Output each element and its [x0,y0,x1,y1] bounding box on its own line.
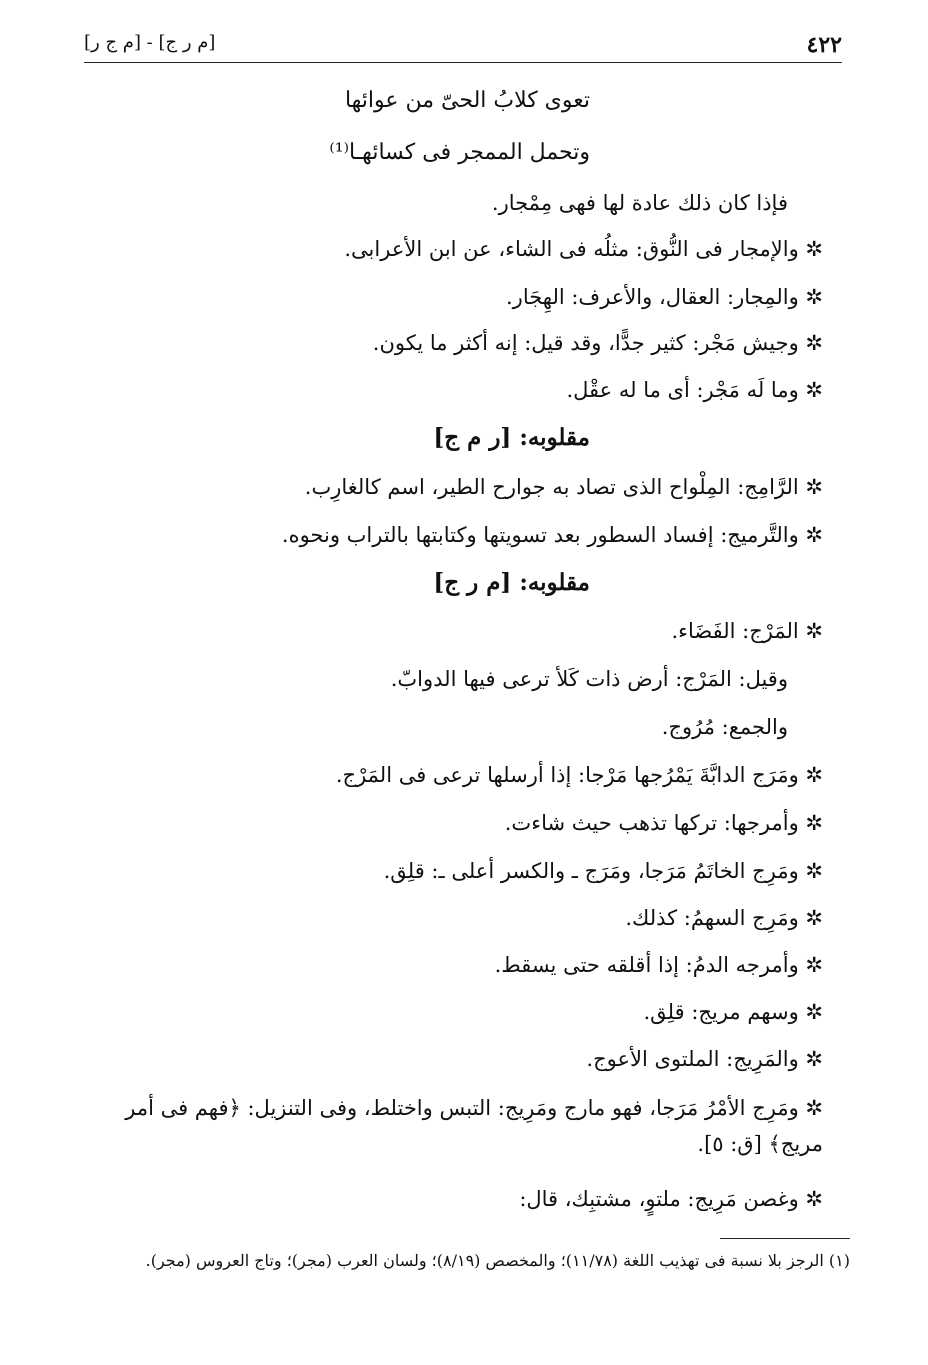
entry-line: ✲ وما لَه مَجْر: أى ما له عقْل. [566,378,823,402]
entry-line: ✲ والإمجار فى النُّوق: مثلُه فى الشاء، عن ابن الأعرابى. [344,237,823,261]
verse-line-1: تعوى كلابُ الحىّ من عوائها [344,88,590,113]
entry-line: ✲ والمَرِيج: الملتوى الأعوج. [586,1047,823,1071]
verse-line-2: وتحمل الممجر فى كسائهـا⁽¹⁾ [329,140,590,165]
running-title: [م ج ر] - [م ر ج] [84,32,216,53]
page-number: ٤٢٢ [806,32,842,58]
entry-line: ✲ ومَرِج الخاتَمُ مَرَجا، ومَرَج ـ والكسر أعلى ـ: قلِق. [383,859,823,883]
entry-line: ✲ وسهم مريج: قلِق. [643,1000,823,1024]
entry-paragraph: ✲ ومَرِج الأمْرُ مَرَجا، فهو مارج ومَرِيج: التبس واختلط، وفى التنزيل: ﴿فهم فى أمر مريج﴾ [ق: ٥]. [125,1096,823,1156]
entry-line: ✲ الرَّامِج: المِلْواح الذى تصاد به جوارح الطير، اسم كالغارِب. [304,475,823,499]
page-header [84,22,842,63]
entry-line: ✲ وغصن مَرِيج: ملتوٍ، مشتبِك، قال: [519,1187,823,1211]
section-heading: مقلوبه: [ر م ج] [433,424,590,451]
body-line: وقيل: المَرْج: أرض ذات كَلأ ترعى فيها الدوابّ. [390,667,788,691]
footnote: (١) الرجز بلا نسبة فى تهذيب اللغة (١١/٧٨)؛ والمخصص (٨/١٩)؛ ولسان العرب (مجر)؛ وتاج العروس (مجر). [145,1251,850,1270]
entry-line: ✲ ومَرِج السهمُ: كذلك. [625,906,823,930]
body-line: فإذا كان ذلك عادة لها فهى مِمْجار. [491,191,788,215]
entry-line: ✲ ومَرَج الدابَّةَ يَمْرُجها مَرْجا: إذا أرسلها ترعى فى المَرْج. [335,763,823,787]
entry-line: ✲ وجيش مَجْر: كثير جدًّا، وقد قيل: إنه أكثر ما يكون. [372,331,823,355]
entry-line: ✲ والتَّرميج: إفساد السطور بعد تسويتها وكتابتها بالتراب ونحوه. [281,523,823,547]
entry-line: ✲ وأمرجه الدمُ: إذا أقلقه حتى يسقط. [494,953,823,977]
entry-line: ✲ المَرْج: الفَضَاء. [671,619,823,643]
section-heading: مقلوبه: [م ر ج] [433,569,590,596]
footnote-separator [720,1238,850,1239]
body-line: والجمع: مُرُوج. [661,715,788,739]
entry-line: ✲ والمِجار: العقال، والأعرف: الهِجَار. [506,285,823,309]
entry-line: ✲ وأمرجها: تركها تذهب حيث شاءت. [504,811,823,835]
